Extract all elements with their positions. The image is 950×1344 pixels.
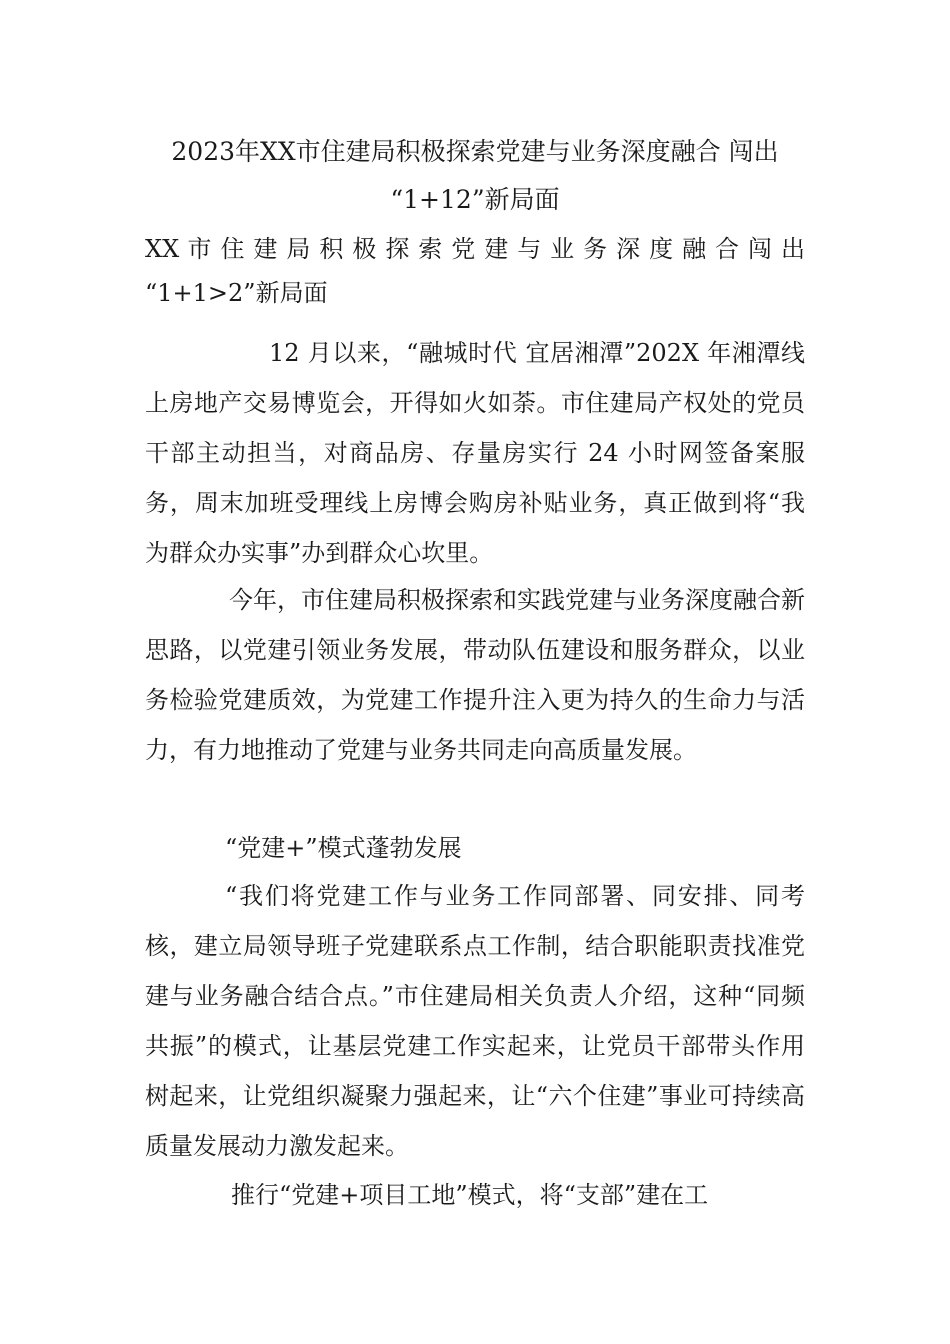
paragraph-housing-expo: 12 月以来，“融城时代 宜居湘潭”202X 年湘潭线上房地产交易博览会，开得如火如荼。市住建局产权处的党员干部主动担当，对商品房、存量房实行 24 小时网签备案服务，周末加班受理线上房博会购房补贴业务，真正做到将“我为群众办实事”办到群众心坎里。 [145,339,805,567]
paragraph-quote: “我们将党建工作与业务工作同部署、同安排、同考核，建立局领导班子党建联系点工作制，结合职能职责找准党建与业务融合结合点。”市住建局相关负责人介绍，这种“同频共振”的模式，让基层党建工作实起来，让党员干部带头作用树起来，让党组织凝聚力强起来，让“六个住建”事业可持续高质量发展动力激发起来。 [145,882,805,1160]
document-title-line-2: “1+12”新局面 [390,185,560,214]
document-title-line-1: 2023年XX市住建局积极探索党建与业务深度融合 闯出 [171,137,779,166]
paragraph-project-site: 推行“党建+项目工地”模式，将“支部”建在工 [231,1181,709,1209]
subtitle-line-1: XX 市 住 建 局 积 极 探 索 党 建 与 业 务 深 度 融 合 闯 出 [145,235,805,263]
section-heading-party-building-mode: “党建+”模式蓬勃发展 [225,834,462,862]
paragraph-this-year: 今年，市住建局积极探索和实践党建与业务深度融合新思路，以党建引领业务发展，带动队伍建设和服务群众，以业务检验党建质效，为党建工作提升注入更为持久的生命力与活力，有力地推动了党建与业务共同走向高质量发展。 [145,586,805,764]
subtitle-line-2: “1+1>2”新局面 [145,279,328,307]
